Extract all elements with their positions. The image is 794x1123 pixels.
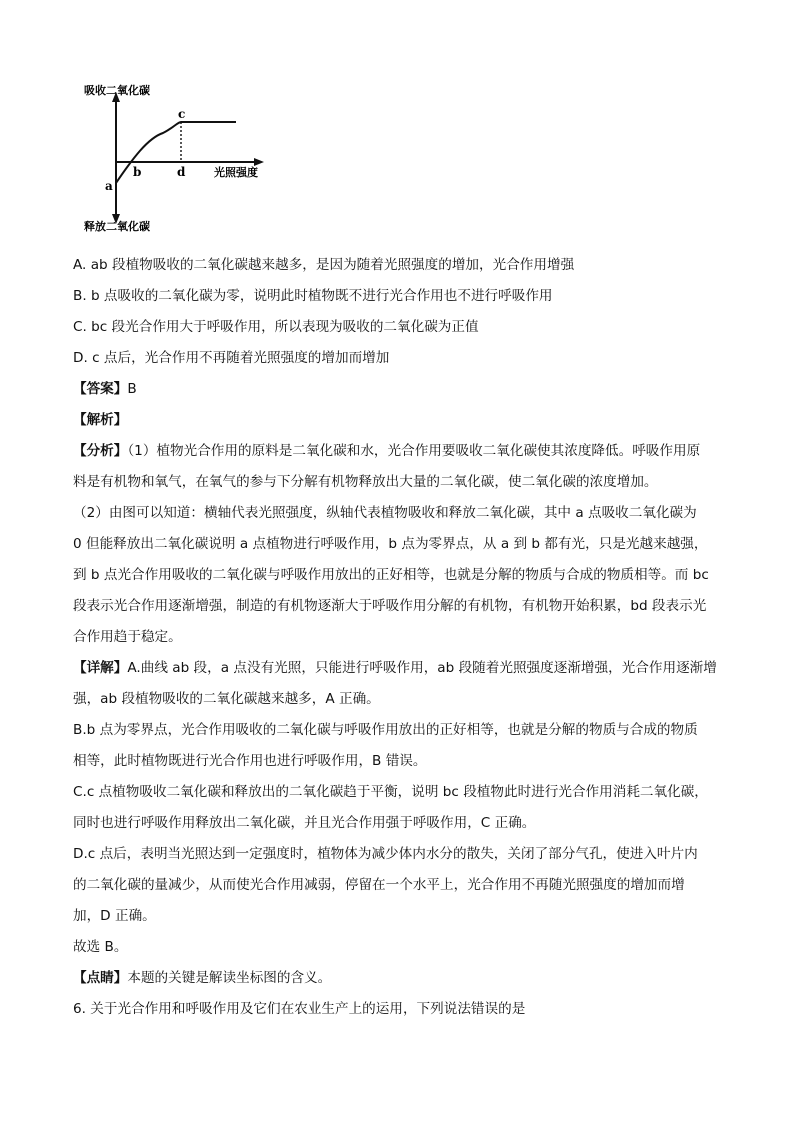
- fenxi-line-7: 合作用趋于稳定。: [73, 629, 182, 645]
- x-axis-label: 光照强度: [214, 166, 258, 179]
- dianjing-text: 本题的关键是解读坐标图的含义。: [127, 970, 332, 986]
- next-question: 6. 关于光合作用和呼吸作用及它们在农业生产上的运用，下列说法错误的是: [73, 1001, 526, 1017]
- xiangjie-line-6: 同时也进行呼吸作用释放出二氧化碳，并且光合作用强于呼吸作用，C 正确。: [73, 815, 536, 831]
- xiangjie-line-3: B.b 点为零界点，光合作用吸收的二氧化碳与呼吸作用放出的正好相等，也就是分解的物质与合成的物质: [73, 722, 698, 738]
- analysis-tag: 【解析】: [73, 412, 128, 428]
- graph-svg: [78, 78, 278, 238]
- option-c: C. bc 段光合作用大于呼吸作用，所以表现为吸收的二氧化碳为正值: [73, 319, 479, 335]
- xiangjie-line-4: 相等，此时植物既进行光合作用也进行呼吸作用，B 错误。: [73, 753, 427, 769]
- y-axis-bottom-label: 释放二氧化碳: [84, 220, 150, 233]
- xiangjie-line-1: [73, 653, 723, 684]
- xiangjie-line-7: D.c 点后，表明当光照达到一定强度时，植物体为减少体内水分的散失，关闭了部分气孔，使进入叶片内: [73, 846, 698, 862]
- xiangjie-line-5: C.c 点植物吸收二氧化碳和释放出的二氧化碳趋于平衡，说明 bc 段植物此时进行光合作用消耗二氧化碳，: [73, 784, 708, 800]
- point-a-label: a: [105, 179, 113, 193]
- fenxi-line-6: 段表示光合作用逐渐增强，制造的有机物逐渐大于呼吸作用分解的有机物，有机物开始积累，bd 段表示光: [73, 598, 707, 614]
- fenxi-line-2: 料是有机物和氧气，在氧气的参与下分解有机物释放出大量的二氧化碳，使二氧化碳的浓度增加。: [73, 474, 658, 490]
- fenxi-tag: 【分析】: [73, 443, 128, 459]
- xiangjie-line-2: 强，ab 段植物吸收的二氧化碳越来越多，A 正确。: [73, 691, 380, 707]
- y-axis-top-label: 吸收二氧化碳: [84, 84, 150, 97]
- xiangjie-line-9: 加，D 正确。: [73, 908, 156, 924]
- point-c-label: c: [178, 107, 186, 121]
- co2-light-graph: [78, 78, 278, 238]
- fenxi-line-4: 0 但能释放出二氧化碳说明 a 点植物进行呼吸作用，b 点为零界点，从 a 到 b 都有光，只是光越来越强，: [73, 536, 708, 552]
- option-a: A. ab 段植物吸收的二氧化碳越来越多，是因为随着光照强度的增加，光合作用增强: [73, 257, 575, 273]
- point-d-label: d: [177, 165, 186, 179]
- analysis-heading: [73, 405, 723, 436]
- xiangjie-line-10: 故选 B。: [73, 939, 128, 955]
- fenxi-line-1: [73, 436, 723, 467]
- x-axis-arrow: [254, 158, 264, 166]
- xiangjie-tag: 【详解】: [73, 660, 128, 676]
- answer-value: B: [127, 381, 137, 397]
- fenxi-line-3: （2）由图可以知道：横轴代表光照强度，纵轴代表植物吸收和释放二氧化碳，其中 a 点吸收二氧化碳为: [73, 505, 697, 521]
- option-b: B. b 点吸收的二氧化碳为零，说明此时植物既不进行光合作用也不进行呼吸作用: [73, 288, 553, 304]
- dianjing-line: [73, 963, 723, 994]
- answer-tag: 【答案】: [73, 381, 128, 397]
- dianjing-tag: 【点睛】: [73, 970, 128, 986]
- point-b-label: b: [133, 165, 142, 179]
- xiangjie-line-8: 的二氧化碳的量减少，从而使光合作用减弱，停留在一个水平上，光合作用不再随光照强度的增加而增: [73, 877, 685, 893]
- xiangjie-text-1: A.曲线 ab 段，a 点没有光照，只能进行呼吸作用，ab 段随着光照强度逐渐增强，光合作用逐渐增: [127, 660, 717, 676]
- question-body: [73, 250, 723, 1025]
- option-d: D. c 点后，光合作用不再随着光照强度的增加而增加: [73, 350, 390, 366]
- fenxi-line-5: 到 b 点光合作用吸收的二氧化碳与呼吸作用放出的正好相等，也就是分解的物质与合成的物质相等。而 bc: [73, 567, 709, 583]
- fenxi-text-1: （1）植物光合作用的原料是二氧化碳和水，光合作用要吸收二氧化碳使其浓度降低。呼吸作用原: [127, 443, 701, 459]
- answer-line: [73, 374, 723, 405]
